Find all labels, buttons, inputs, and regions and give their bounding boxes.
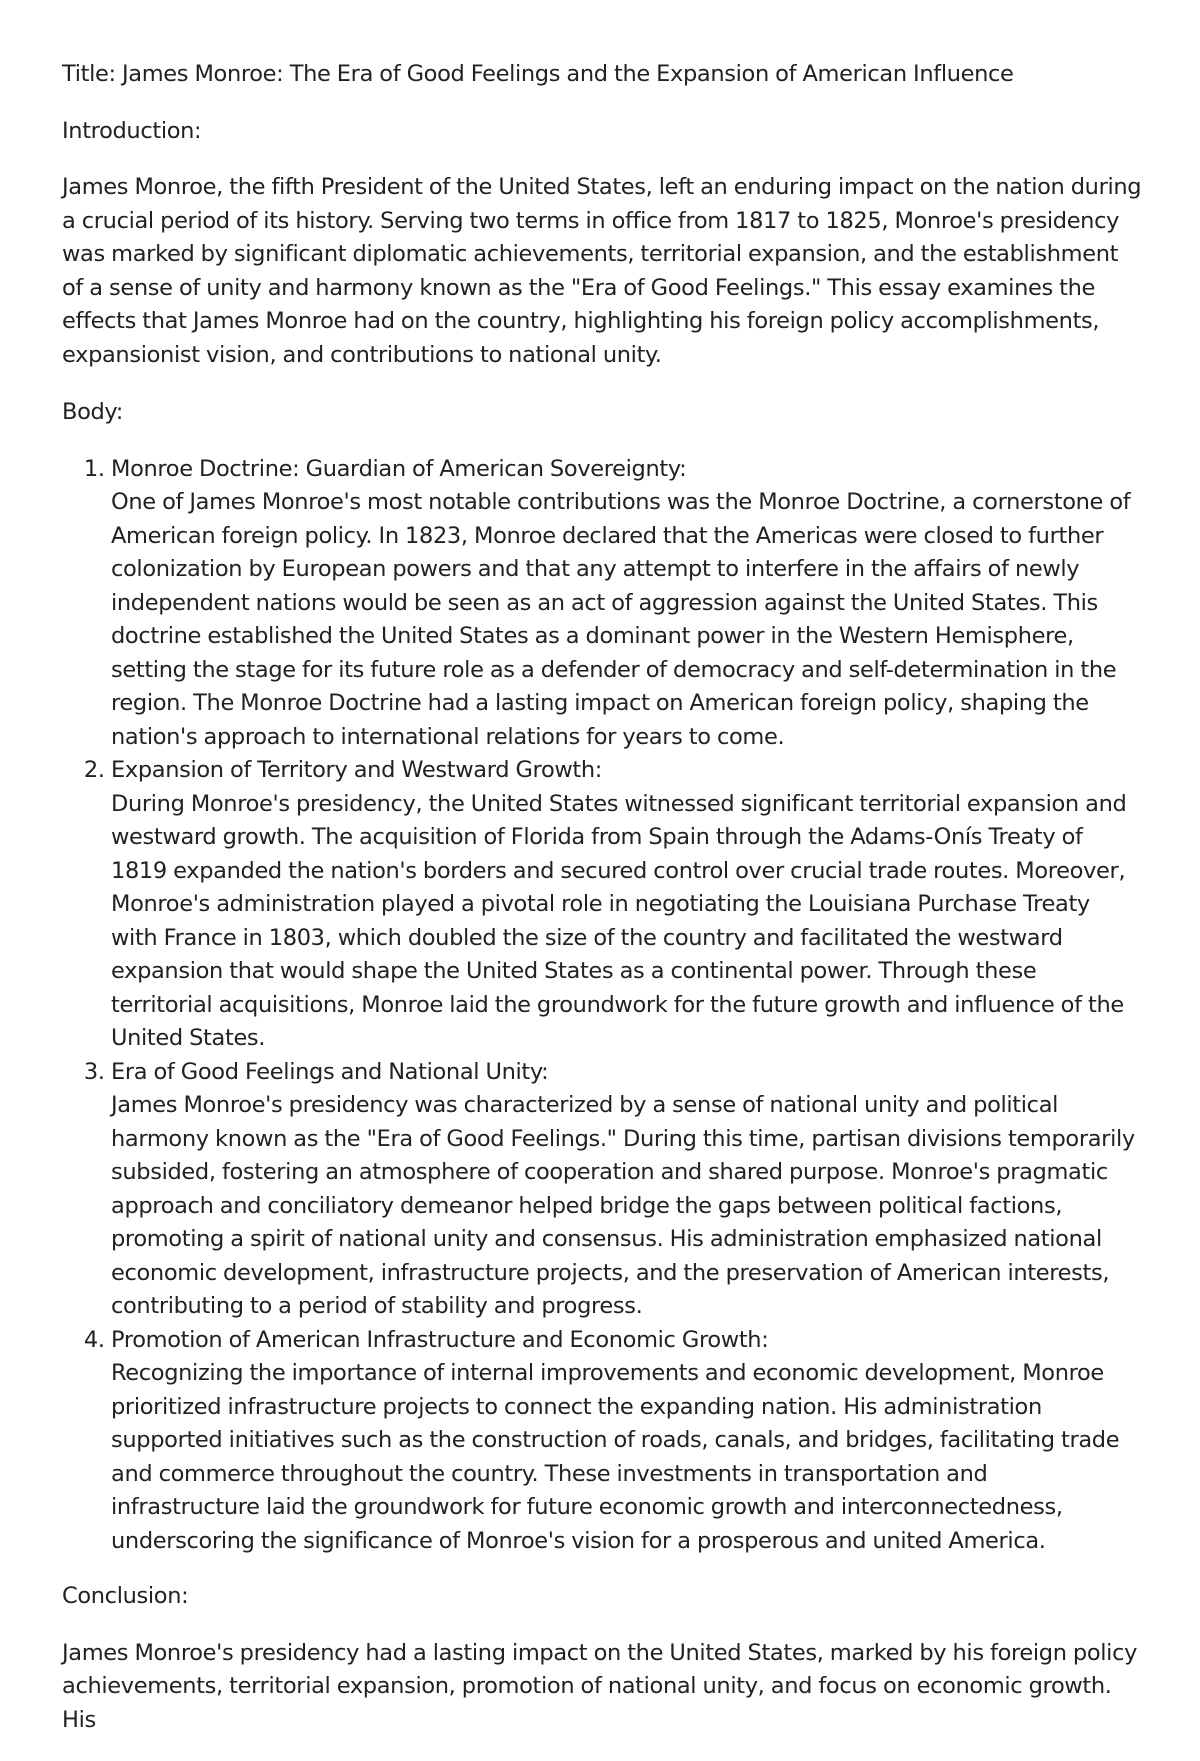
document-page [62,58,1142,1761]
list-item-title: 3. Era of Good Feelings and National Unity: [111,1058,549,1085]
conclusion-heading: Conclusion: [62,1583,189,1609]
conclusion-paragraph: James Monroe's presidency had a lasting impact on the United States, marked by his foreign policy achievements, territorial expansion, promotion of national unity, and focus on economic growth. His [62,1639,1138,1733]
body-heading: Body: [62,399,123,425]
list-item-text: During Monroe's presidency, the United States witnessed significant territorial expansion and westward growth. The acquisition of Florida from Spain through the Adams-Onís Treaty of 1819 expanded the nation's borders and secured control over crucial trade routes. Moreover, Monroe's administration played a pivotal role in negotiating the Louisiana Purchase Treaty with France in 1803, which doubled the size of the country and facilitated the westward expansion that would shape the United States as a continental power. Through these territorial acquisitions, Monroe laid the groundwork for the future growth and influence of the United States. [111,790,1127,1051]
list-item-title: 1. Monroe Doctrine: Guardian of American Sovereignty: [111,455,687,482]
list-item-title: 2. Expansion of Territory and Westward Growth: [111,757,603,783]
introduction-paragraph: James Monroe, the fifth President of the United States, left an enduring impact on the nation during a crucial period of its history. Serving two terms in office from 1817 to 1825, Monroe's presidency was marked by significant diplomatic achievements, territorial expansion, and the establishment of a sense of unity and harmony known as the "Era of Good Feelings." This essay examines the effects that James Monroe had on the country, highlighting his foreign policy accomplishments, expansionist vision, and contributions to national unity. [62,174,1142,368]
introduction-heading: Introduction: [62,117,202,144]
list-item-title: 4. Promotion of American Infrastructure and Economic Growth: [111,1326,769,1353]
body-list [62,453,1142,1559]
list-item [111,1056,1142,1324]
list-item-text: Recognizing the importance of internal improvements and economic development, Monroe prioritized infrastructure projects to connect the expanding nation. His administration supported initiatives such as the construction of roads, canals, and bridges, facilitating trade and commerce throughout the country. These investments in transportation and infrastructure laid the groundwork for future economic growth and interconnectedness, underscoring the significance of Monroe's vision for a prosperous and united America. [111,1360,1120,1554]
list-item-text: One of James Monroe's most notable contributions was the Monroe Doctrine, a cornerstone of American foreign policy. In 1823, Monroe declared that the Americas were closed to further colonization by European powers and that any attempt to interfere in the affairs of newly independent nations would be seen as an act of aggression against the United States. This doctrine established the United States as a dominant power in the Western Hemisphere, setting the stage for its future role as a defender of democracy and self-determination in the region. The Monroe Doctrine had a lasting impact on American foreign policy, shaping the nation's approach to international relations for years to come. [111,489,1131,750]
list-item [111,1324,1142,1559]
list-item-text: James Monroe's presidency was characterized by a sense of national unity and political harmony known as the "Era of Good Feelings." During this time, partisan divisions temporarily subsided, fostering an atmosphere of cooperation and shared purpose. Monroe's pragmatic approach and conciliatory demeanor helped bridge the gaps between political factions, promoting a spirit of national unity and consensus. His administration emphasized national economic development, infrastructure projects, and the preservation of American interests, contributing to a period of stability and progress. [111,1092,1135,1319]
list-item [111,453,1142,755]
list-item [111,754,1142,1056]
essay-title: Title: James Monroe: The Era of Good Feelings and the Expansion of American Influence [62,61,1014,87]
